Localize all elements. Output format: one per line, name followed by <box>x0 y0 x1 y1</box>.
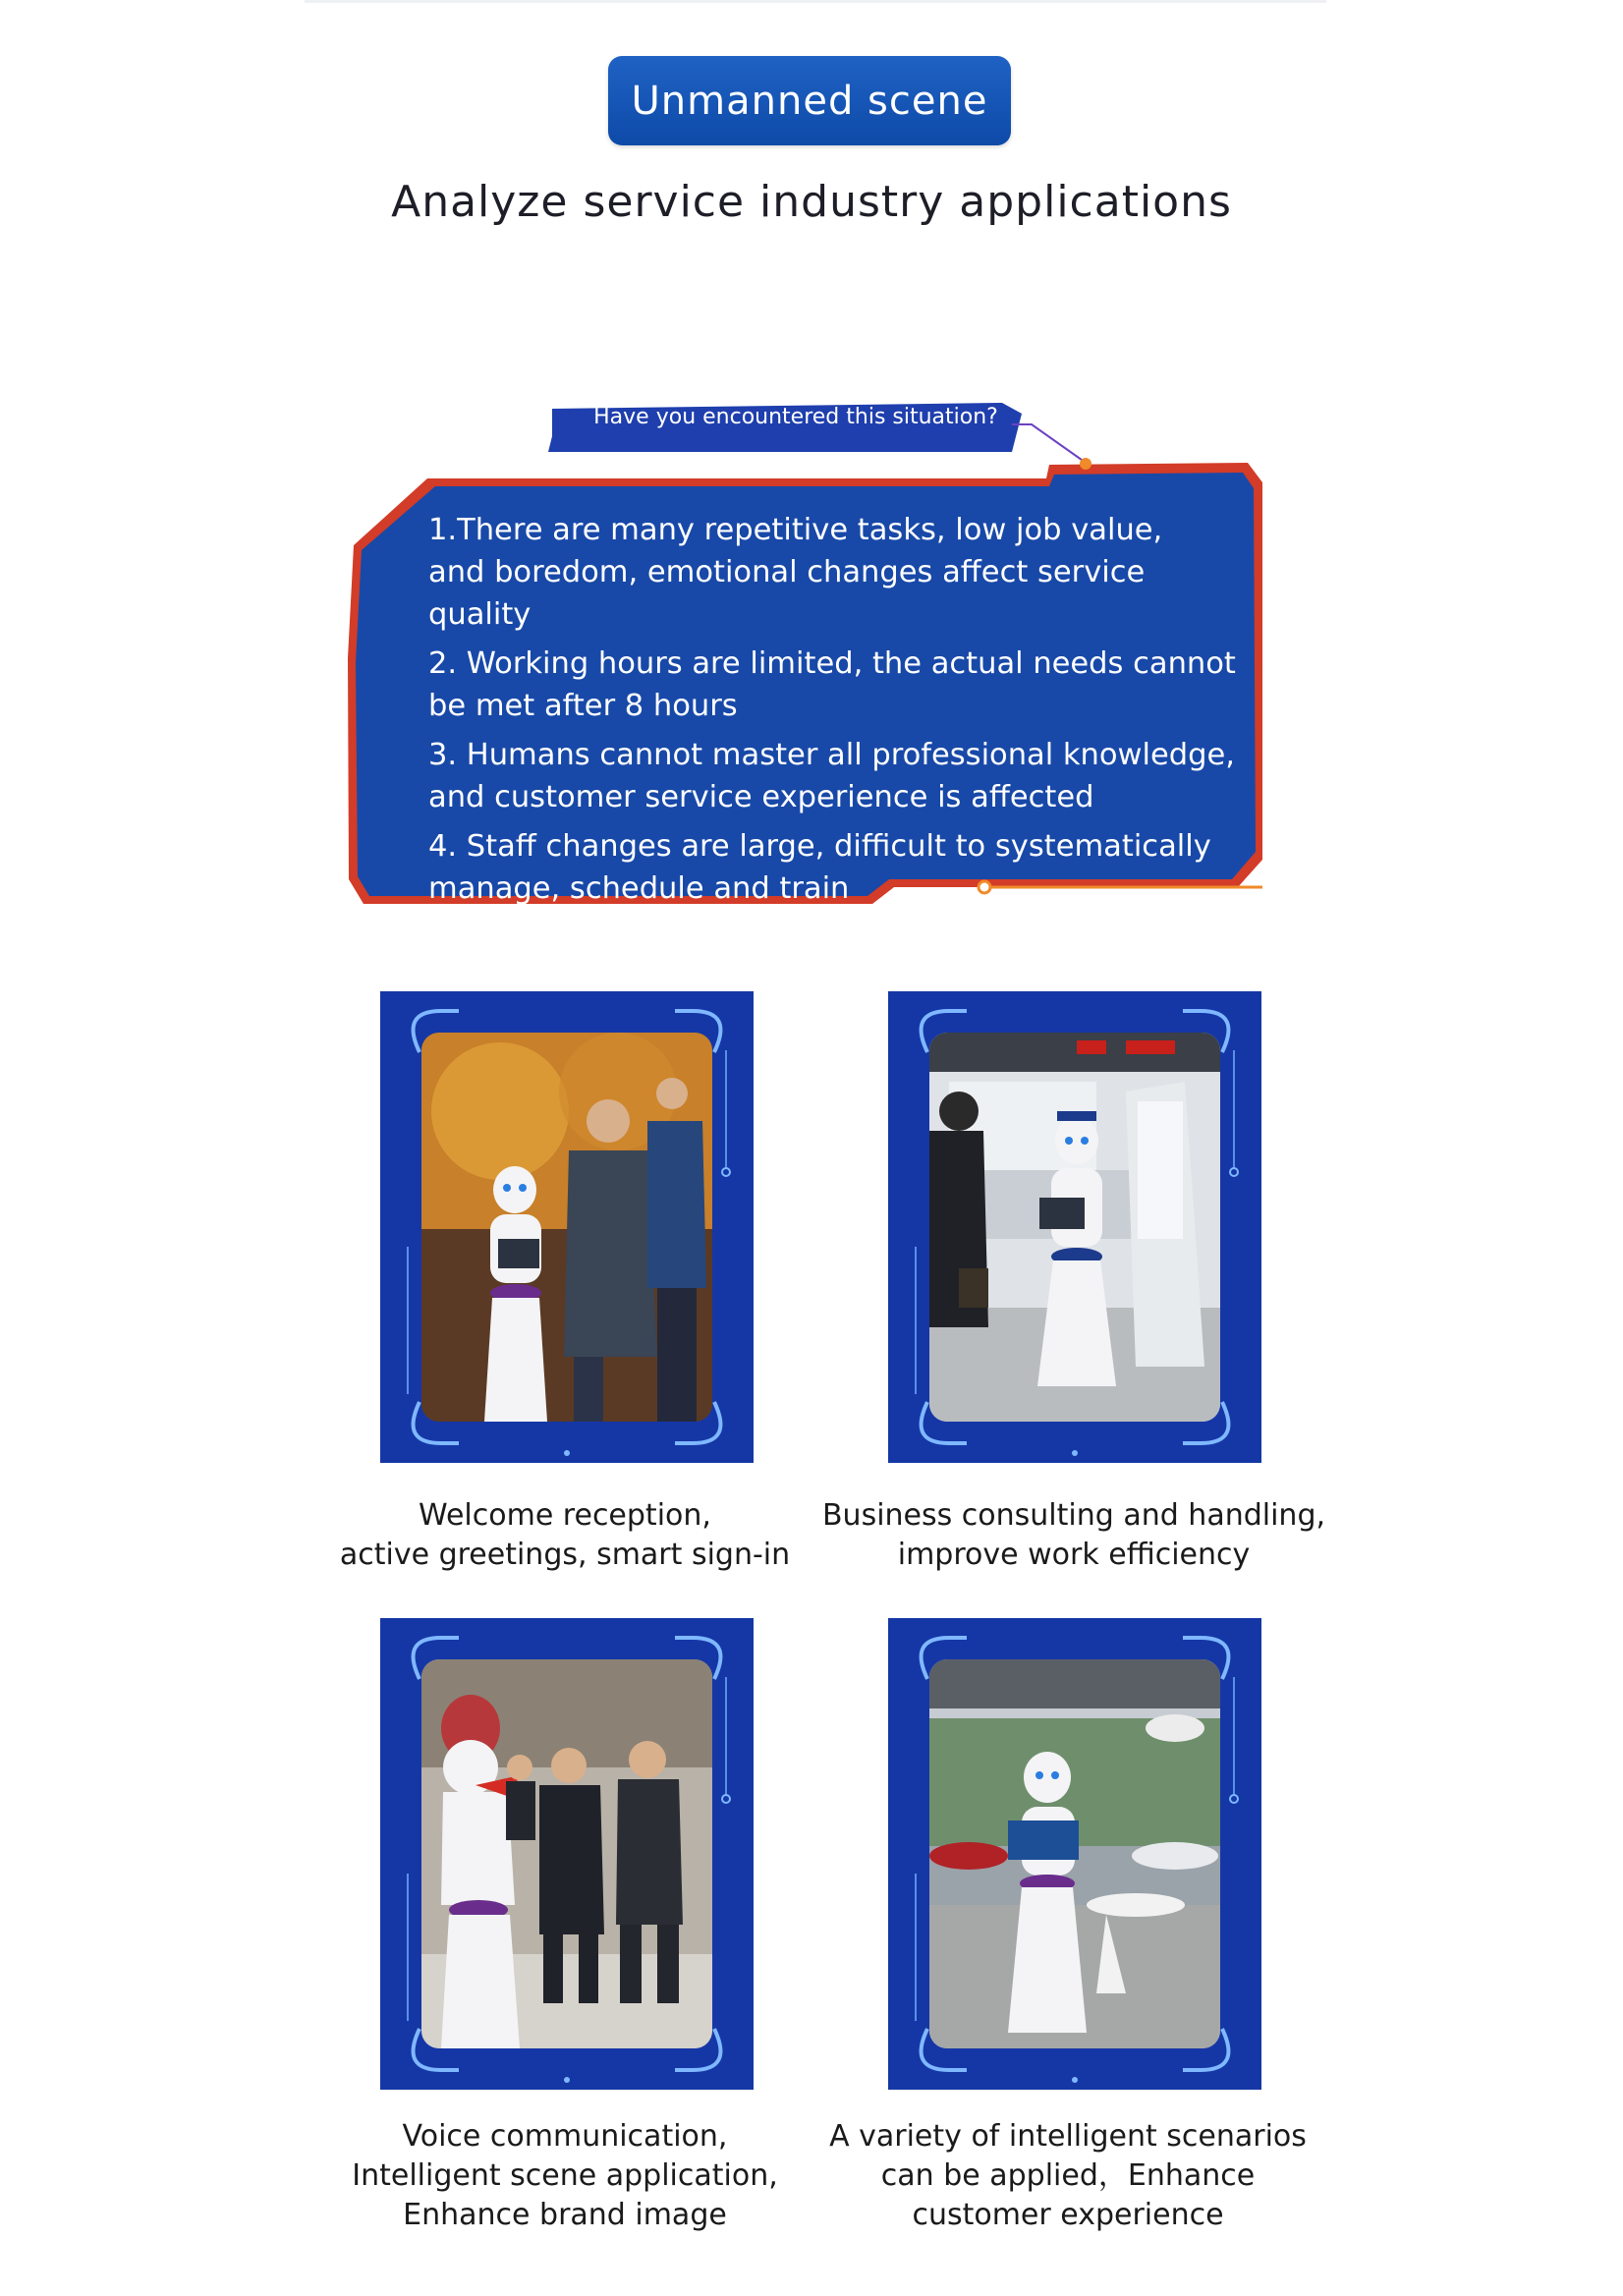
scenario-card-3 <box>380 1618 754 2090</box>
situation-item: 1.There are many repetitive tasks, low job value, and boredom, emotional changes affect service quality <box>428 513 1163 632</box>
robot-visitors-photo <box>421 1659 712 2048</box>
scenario-caption-4: A variety of intelligent scenarios can be applied，Enhance customer experience <box>829 2119 1307 2232</box>
scenario-caption-2: Business consulting and handling, improve work efficiency <box>821 1498 1326 1572</box>
top-divider <box>305 0 1326 3</box>
situation-item: 4. Staff changes are large, difficult to systematically manage, schedule and train <box>428 829 1211 906</box>
robot-reception-photo <box>421 1033 712 1422</box>
situation-item: 3. Humans cannot master all professional knowledge, and customer service experience is affected <box>428 738 1235 814</box>
scenario-card-4 <box>888 1618 1261 2090</box>
section-subtitle: Analyze service industry applications <box>391 177 1232 227</box>
section-badge: Unmanned scene <box>608 56 1011 145</box>
scenario-caption-3: Voice communication, Intelligent scene application, Enhance brand image <box>352 2119 778 2232</box>
situation-tab: Have you encountered this situation? <box>593 405 998 429</box>
situation-item: 2. Working hours are limited, the actual needs cannot be met after 8 hours <box>428 646 1236 723</box>
scenario-card-2 <box>888 991 1261 1463</box>
situation-list <box>428 509 1244 917</box>
scenario-caption-1: Welcome reception, active greetings, smart sign-in <box>339 1498 791 1572</box>
robot-showroom-photo <box>929 1659 1220 2048</box>
scenario-card-1 <box>380 991 754 1463</box>
robot-bank-hall-photo <box>929 1033 1220 1422</box>
